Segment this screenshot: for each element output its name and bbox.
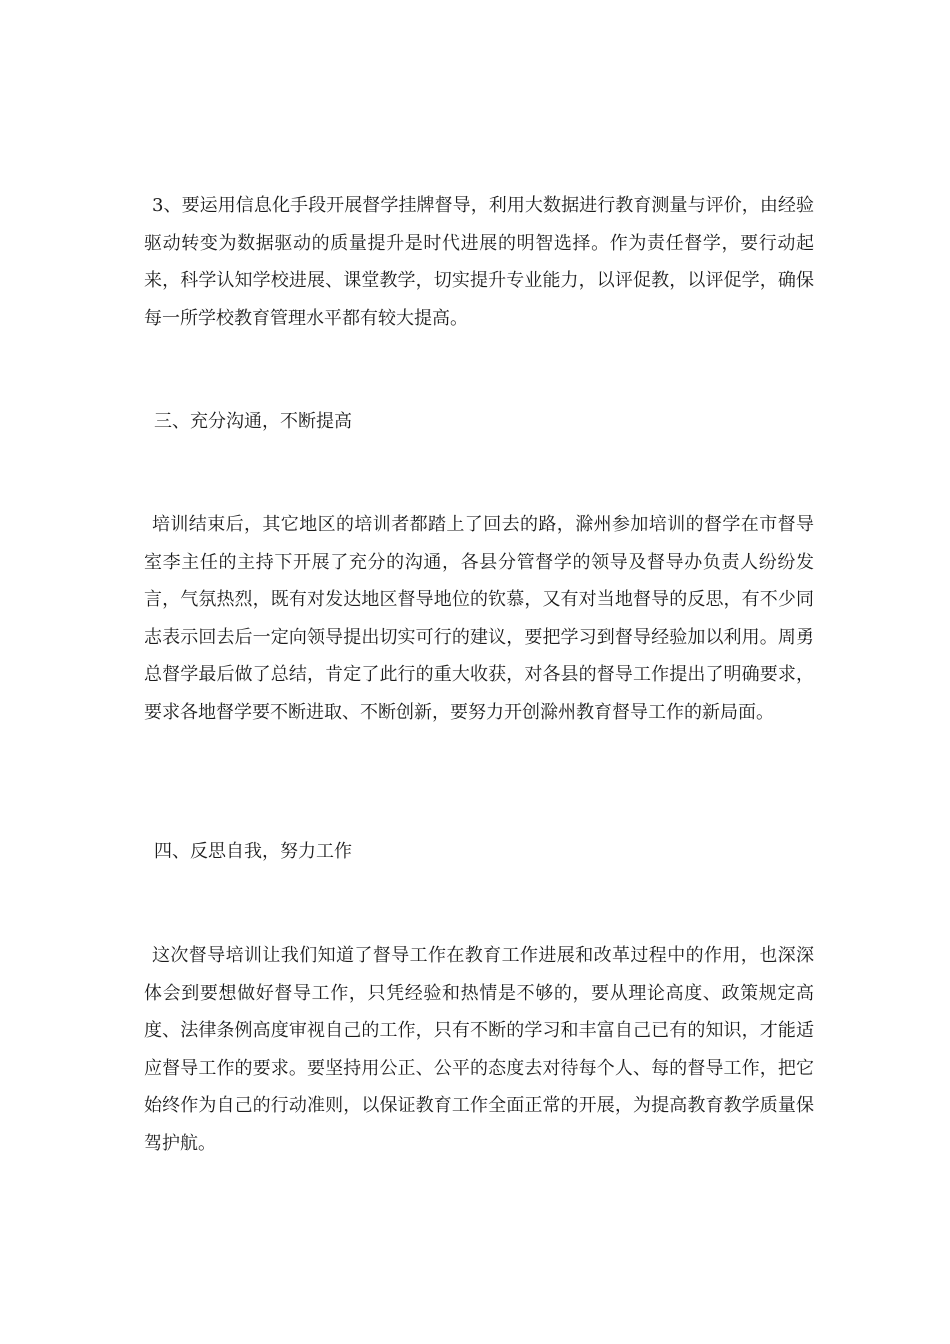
- section-4-paragraph: 这次督导培训让我们知道了督导工作在教育工作进展和改革过程中的作用，也深深体会到要想做好督导工作，只凭经验和热情是不够的，要从理论高度、政策规定高度、法律条例高度审视自己的工作，只有不断的学习和丰富自己已有的知识，才能适应督导工作的要求。要坚持用公正、公平的态度去对待每个人、每的督导工作，把它始终作为自己的行动准则，以保证教育工作全面正常的开展，为提高教育教学质量保驾护航。: [144, 945, 814, 1154]
- section-3-paragraph: 培训结束后，其它地区的培训者都踏上了回去的路，滁州参加培训的督学在市督导室李主任的主持下开展了充分的沟通，各县分管督学的领导及督导办负责人纷纷发言，气氛热烈，既有对发达地区督导地位的钦慕，又有对当地督导的反思，有不少同志表示回去后一定向领导提出切实可行的建议，要把学习到督导经验加以利用。周勇总督学最后做了总结，肯定了此行的重大收获，对各县的督导工作提出了明确要求，要求各地督学要不断进取、不断创新，要努力开创滁州教育督导工作的新局面。: [144, 514, 814, 723]
- section-4-heading: 四、反思自我，努力工作: [154, 841, 352, 862]
- paragraph-point-3: 3、要运用信息化手段开展督学挂牌督导，利用大数据进行教育测量与评价，由经验驱动转变为数据驱动的质量提升是时代进展的明智选择。作为责任督学，要行动起来，科学认知学校进展、课堂教学，切实提升专业能力，以评促教，以评促学，确保每一所学校教育管理水平都有较大提高。: [144, 195, 814, 329]
- section-3-heading: 三、充分沟通，不断提高: [154, 411, 352, 432]
